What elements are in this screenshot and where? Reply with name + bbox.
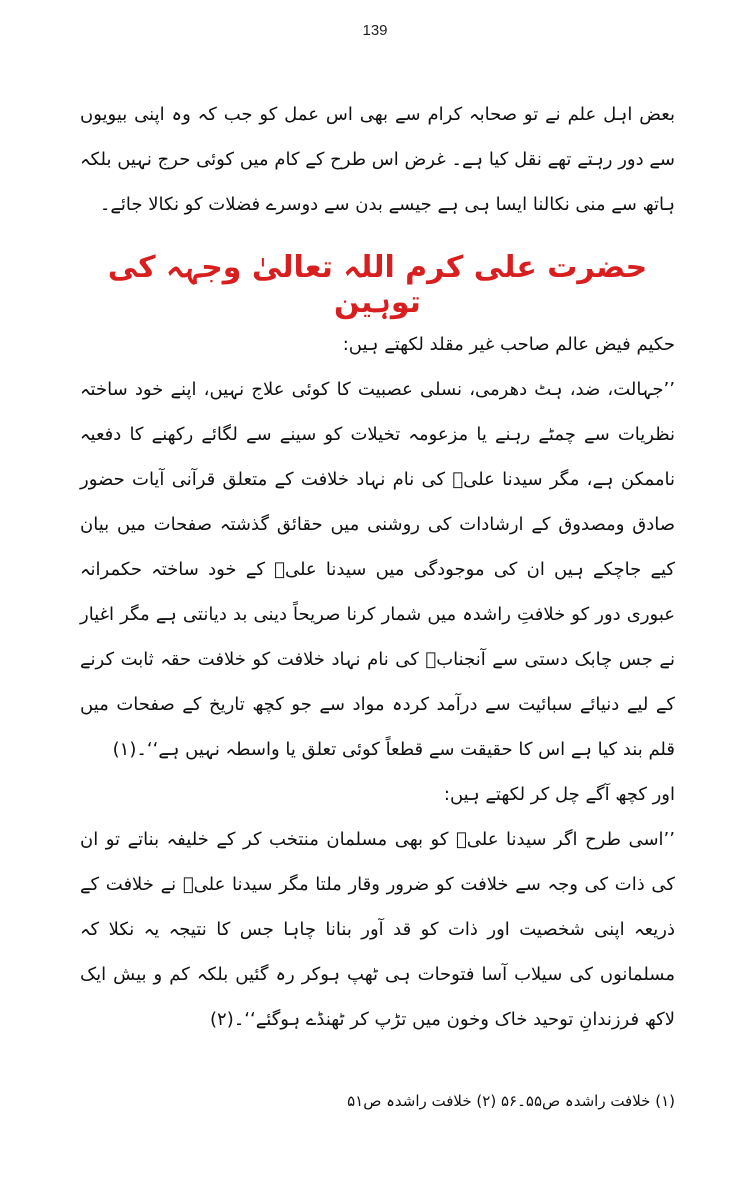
quote-2: ’’اسی طرح اگر سیدنا علیؓ کو بھی مسلمان منتخب کر کے خلیفہ بناتے تو ان کی ذات کی وجہ سے خلافت کو ضرور وقار ملتا مگر سیدنا علیؓ نے خلافت کے ذریعہ اپنی شخصیت اور ذات کو قد آور بنانا چاہا جس کا نتیجہ یہ نکلا کہ مسلمانوں کی سیلاب آسا فتوحات ہی ٹھپ ہوکر رہ گئیں بلکہ کم و بیش ایک لاکھ فرزندانِ توحید خاک وخون میں تڑپ کر ٹھنڈے ہوگئے‘‘۔(۲) <box>80 829 675 1030</box>
footnote: (۱) خلافت راشدہ ص۵۵۔۵۶ (۲) خلافت راشدہ ص۵۱ <box>347 1092 675 1110</box>
quote-1: ’’جہالت، ضد، ہٹ دھرمی، نسلی عصبیت کا کوئی علاج نہیں، اپنے خود ساختہ نظریات سے چمٹے رہنے یا مزعومہ تخیلات کو سینے سے لگائے رکھنے کا دفعیہ ناممکن ہے، مگر سیدنا علیؓ کی نام نہاد خلافت کے متعلق قرآنی آیات حضور صادق ومصدوق کے ارشادات کی روشنی میں حقائق گذشتہ صفحات میں بیان کیے جاچکے ہیں ان کی موجودگی میں سیدنا علیؓ کے خود ساختہ حکمرانہ عبوری دور کو خلافتِ راشدہ میں شمار کرنا صریحاً دینی بد دیانتی ہے مگر اغیار نے جس چابک دستی سے آنجنابؓ کی نام نہاد خلافت کو خلافت حقہ ثابت کرنے کے لیے دنیائے سبائیت سے درآمد کردہ مواد سے جو کچھ تاریخ کے صفحات میں قلم بند کیا ہے اس کا حقیقت سے قطعاً کوئی تعلق یا واسطہ نہیں ہے‘‘۔(۱) <box>80 379 675 760</box>
page-number: 139 <box>362 22 388 39</box>
lead-line-2: اور کچھ آگے چل کر لکھتے ہیں: <box>443 784 675 805</box>
section-heading: حضرت علی کرم اللہ تعالیٰ وجہہ کی توہین <box>107 250 648 320</box>
body-block <box>80 322 675 1042</box>
intro-paragraph: بعض اہل علم نے تو صحابہ کرام سے بھی اس عمل کو جب کہ وہ اپنی بیویوں سے دور رہتے تھے نقل کیا ہے۔ غرض اس طرح کے کام میں کوئی حرج نہیں بلکہ ہاتھ سے منی نکالنا ایسا ہی ہے جیسے بدن سے دوسرے فضلات کو نکالا جائے۔ <box>80 104 675 215</box>
lead-line-1: حکیم فیض عالم صاحب غیر مقلد لکھتے ہیں: <box>342 334 675 355</box>
intro-block <box>80 92 675 227</box>
